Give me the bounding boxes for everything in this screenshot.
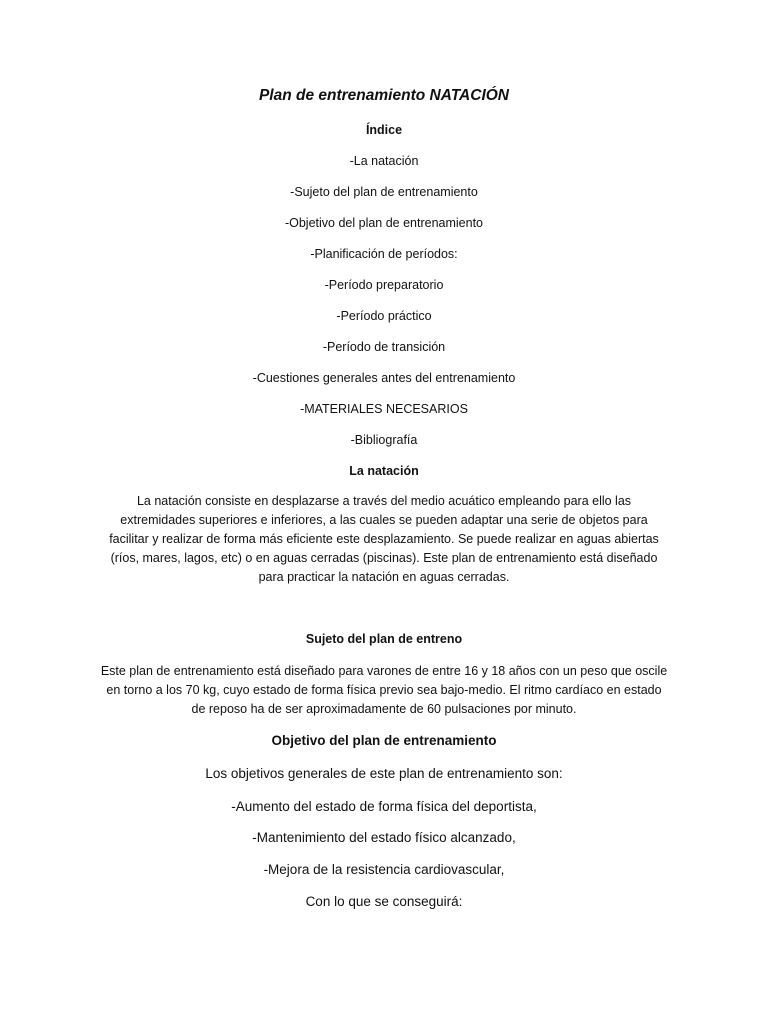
section-heading-sujeto: Sujeto del plan de entreno bbox=[305, 632, 463, 646]
index-item: -Planificación de períodos: bbox=[310, 247, 458, 261]
index-item: -La natación bbox=[349, 154, 419, 168]
index-item: -MATERIALES NECESARIOS bbox=[300, 402, 468, 416]
objetivo-item: -Mejora de la resistencia cardiovascular, bbox=[263, 862, 505, 877]
index-item: -Período de transición bbox=[322, 340, 446, 354]
section-heading-objetivo: Objetivo del plan de entrenamiento bbox=[271, 733, 497, 748]
index-item: -Cuestiones generales antes del entrenamiento bbox=[252, 371, 516, 385]
section-heading-natacion: La natación bbox=[349, 464, 419, 478]
index-item: -Período preparatorio bbox=[324, 278, 444, 292]
objetivo-item: -Mantenimiento del estado físico alcanzado, bbox=[252, 830, 516, 845]
objetivo-closing: Con lo que se conseguirá: bbox=[305, 894, 463, 909]
index-heading: Índice bbox=[365, 123, 403, 137]
section-body-sujeto: Este plan de entrenamiento está diseñado para varones de entre 16 y 18 años con un peso que oscile en torno a los 70 kg, cuyo estado de forma física previo sea bajo-medio. El ritmo cardíaco en estado de reposo ha de ser aproximadamente de 60 pulsaciones por minuto. bbox=[100, 664, 668, 716]
section-body-natacion: La natación consiste en desplazarse a través del medio acuático empleando para ello las extremidades superiores e inferiores, a las cuales se pueden adaptar una serie de objetos para facilitar y realizar de forma más eficiente este desplazamiento. Se puede realizar en aguas abiertas (ríos, mares, lagos, etc) o en aguas cerradas (piscinas). Este plan de entrenamiento está diseñado para practicar la natación en aguas cerradas. bbox=[109, 494, 659, 584]
objetivo-intro: Los objetivos generales de este plan de entrenamiento son: bbox=[205, 766, 563, 781]
index-item: -Objetivo del plan de entrenamiento bbox=[284, 216, 484, 230]
objetivo-item: -Aumento del estado de forma física del deportista, bbox=[231, 799, 537, 814]
page-title: Plan de entrenamiento NATACIÓN bbox=[258, 87, 510, 104]
index-item: -Bibliografía bbox=[350, 433, 418, 447]
index-item: -Período práctico bbox=[336, 309, 432, 323]
index-item: -Sujeto del plan de entrenamiento bbox=[290, 185, 478, 199]
